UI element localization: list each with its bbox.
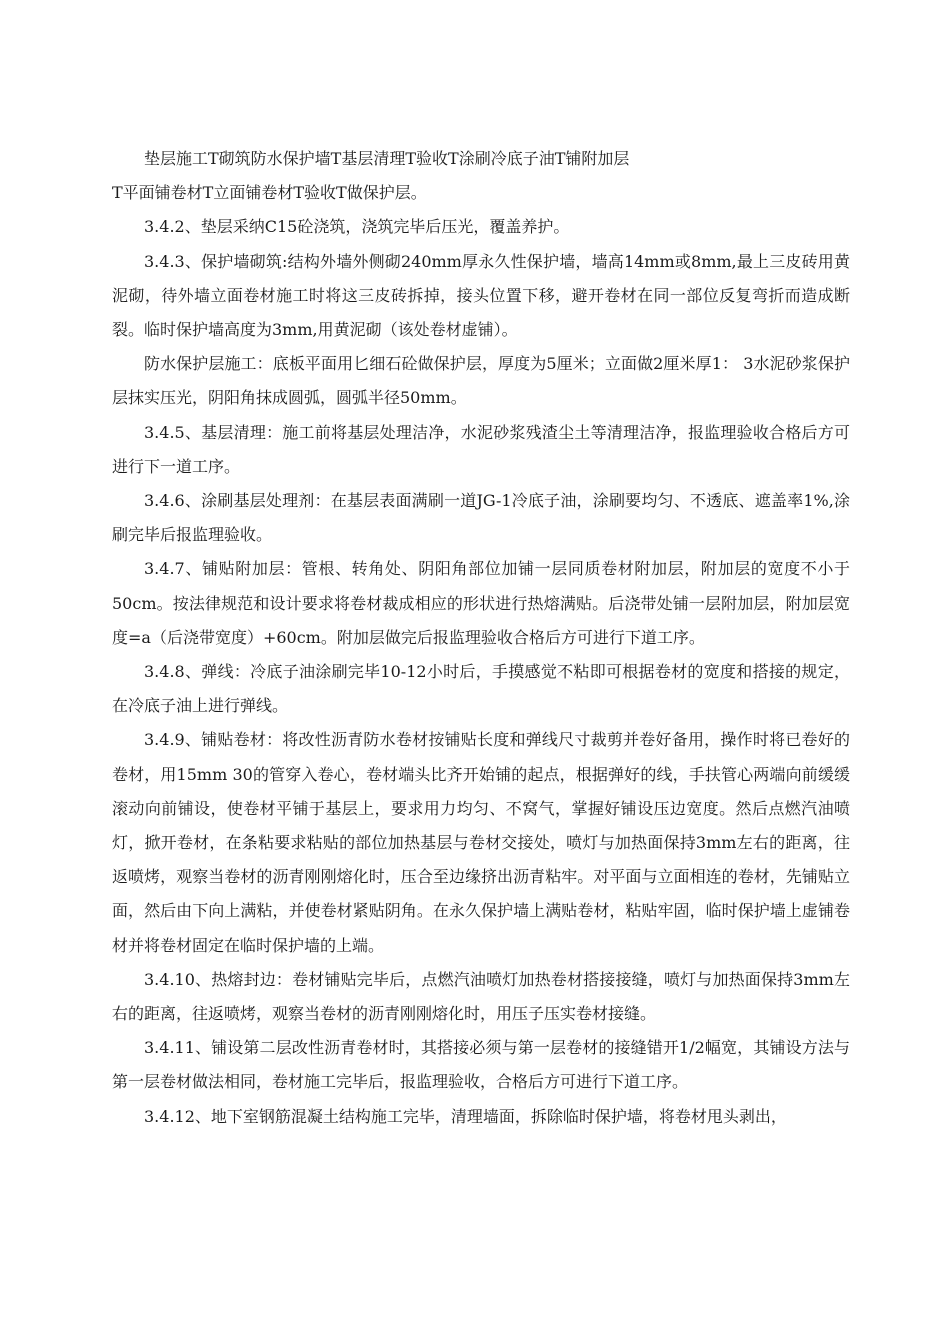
paragraph-3-4-11: 3.4.11、铺设第二层改性沥青卷材时，其搭接必须与第一层卷材的接缝错开1/2幅宽，其铺设方法与第一层卷材做法相同，卷材施工完毕后，报监理验收，合格后方可进行下道工序。 [112,1038,850,1092]
paragraph-protective-layer: 防水保护层施工：底板平面用匕细石砼做保护层，厚度为5厘米；立面做2厘米厚1： 3水泥砂浆保护层抹实压光，阴阳角抹成圆弧，圆弧半径50mm。 [112,354,850,408]
paragraph-process-flow: 垫层施工T砌筑防水保护墙T基层清理T验收T涂刷冷底子油T铺附加层 [144,149,630,168]
paragraph-3-4-12: 3.4.12、地下室钢筋混凝土结构施工完毕，清理墙面，拆除临时保护墙，将卷材甩头剥出， [144,1106,787,1126]
paragraph-3-4-3: 3.4.3、保护墙砌筑:结构外墙外侧砌240mm厚永久性保护墙，墙高14mm或8mm,最上三皮砖用黄泥砌，待外墙立面卷材施工时将这三皮砖拆掉，接头位置下移，避开卷材在同一部位反复弯折而造成断裂。临时保护墙高度为3mm,用黄泥砌（该处卷材虚铺）。 [112,251,850,340]
paragraph-3-4-7: 3.4.7、铺贴附加层：管根、转角处、阴阳角部位加铺一层同质卷材附加层，附加层的宽度不小于50cm。按法律规范和设计要求将卷材裁成相应的形状进行热熔满贴。后浇带处铺一层附加层，附加层宽度=a（后浇带宽度）+60cm。附加层做完后报监理验收合格后方可进行下道工序。 [112,559,850,647]
document-body [112,142,850,1134]
paragraph-3-4-2: 3.4.2、垫层采纳C15砼浇筑，浇筑完毕后压光，覆盖养护。 [144,217,570,237]
paragraph-process-flow-continued: T平面铺卷材T立面铺卷材T验收T做保护层。 [112,183,427,203]
paragraph-3-4-9: 3.4.9、铺贴卷材：将改性沥青防水卷材按铺贴长度和弹线尺寸裁剪并卷好备用，操作时将已卷好的卷材，用15mm 30的管穿入卷心，卷材端头比齐开始铺的起点，根据弹好的线，手扶管心两端向前缓缓滚动向前铺设，使卷材平铺于基层上，要求用力均匀、不窝气，掌握好铺设压边宽度。然后点燃汽油喷灯，掀开卷材，在条粘要求粘贴的部位加热基层与卷材交接处，喷灯与加热面保持3mm左右的距离，往返喷烤，观察当卷材的沥青刚刚熔化时，压合至边缘挤出沥青粘牢。对平面与立面相连的卷材，先铺贴立面，然后由下向上满粘，并使卷材紧贴阴角。在永久保护墙上满贴卷材，粘贴牢固，临时保护墙上虚铺卷材并将卷材固定在临时保护墙的上端。 [112,730,850,955]
paragraph-3-4-10: 3.4.10、热熔封边：卷材铺贴完毕后，点燃汽油喷灯加热卷材搭接接缝，喷灯与加热面保持3mm左右的距离，往返喷烤，观察当卷材的沥青刚刚熔化时，用压子压实卷材接缝。 [112,969,850,1024]
paragraph-3-4-6: 3.4.6、涂刷基层处理剂：在基层表面满刷一道JG-1冷底子油，涂刷要均匀、不透底、遮盖率1%,涂刷完毕后报监理验收。 [112,491,850,545]
paragraph-3-4-5: 3.4.5、基层清理：施工前将基层处理洁净，水泥砂浆残渣尘土等清理洁净，报监理验收合格后方可进行下一道工序。 [112,422,850,476]
paragraph-3-4-8: 3.4.8、弹线：冷底子油涂刷完毕10-12小时后，手摸感觉不粘即可根据卷材的宽度和搭接的规定，在冷底子油上进行弹线。 [112,662,850,716]
